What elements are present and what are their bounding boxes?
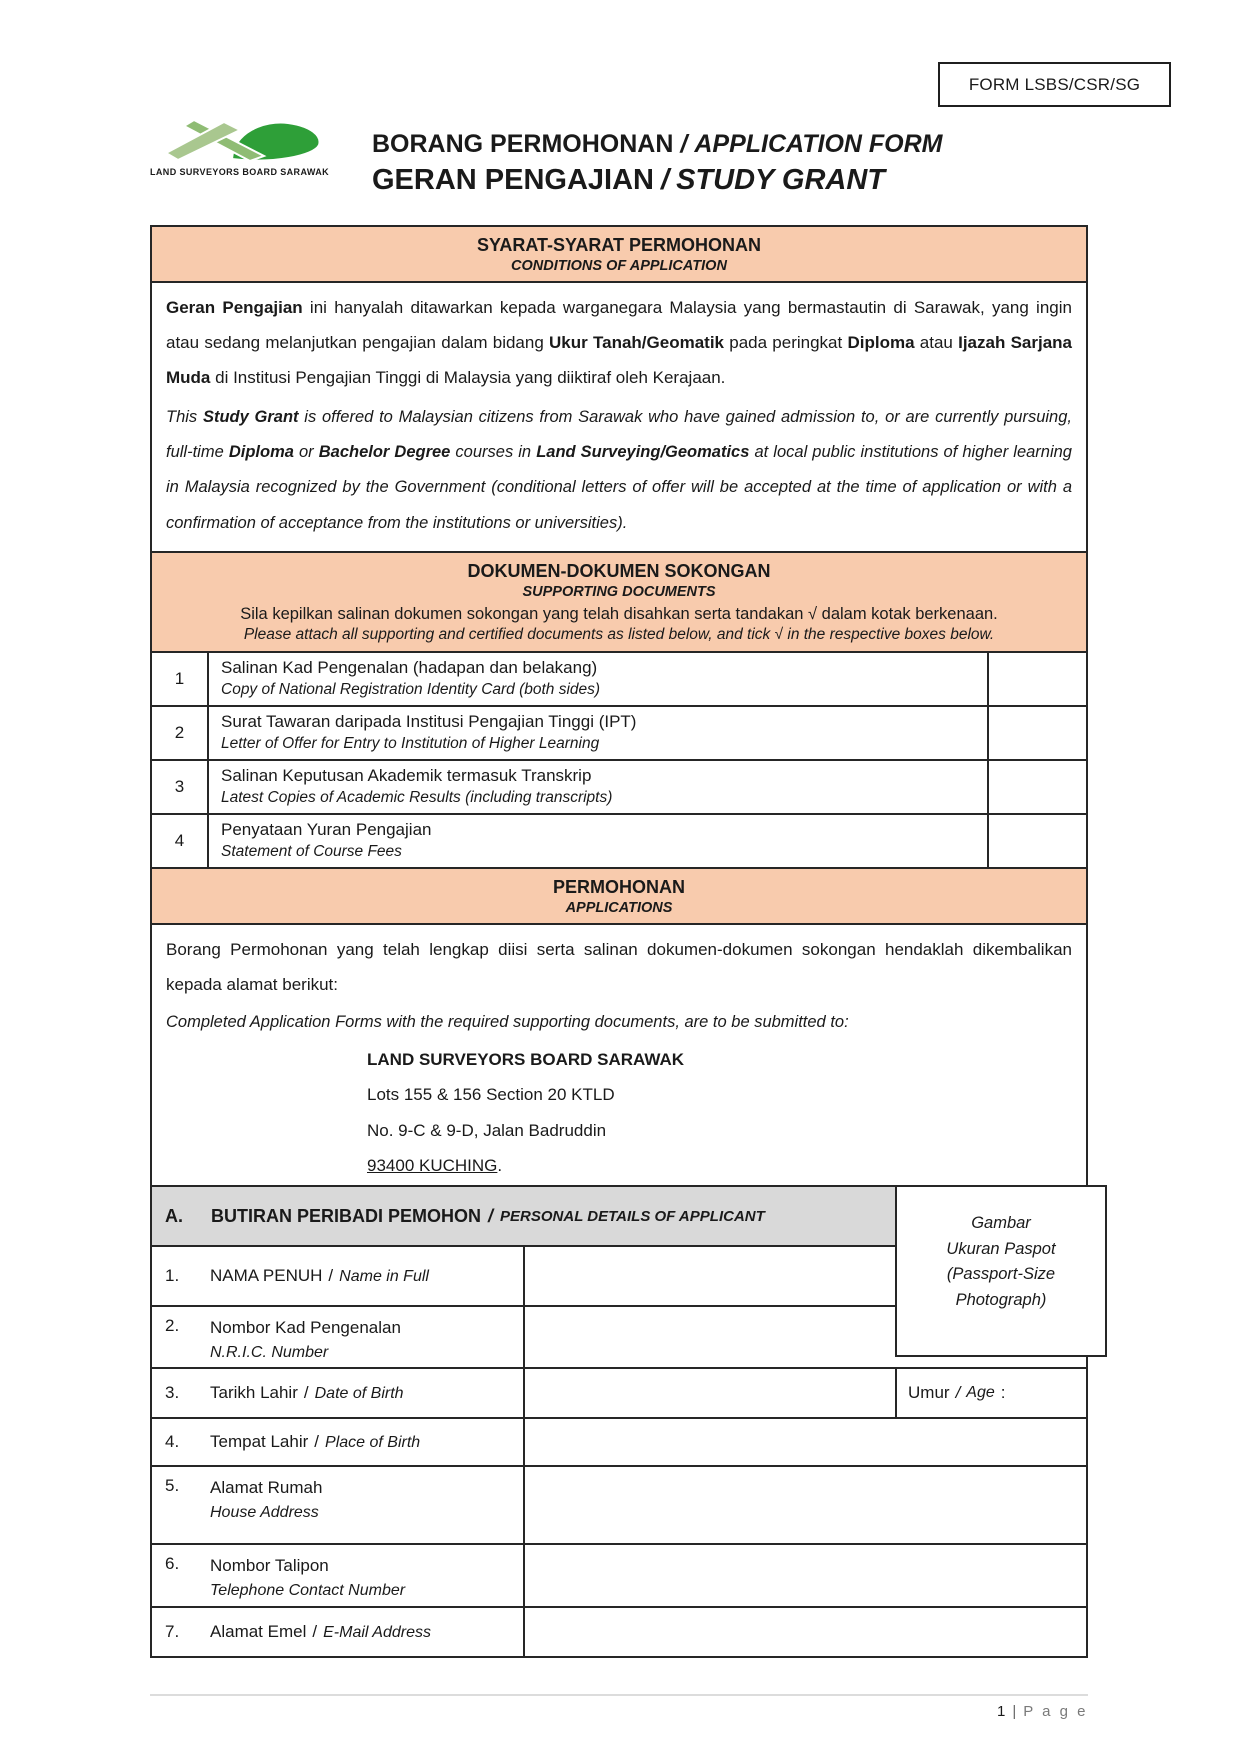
applications-paragraph-ms: Borang Permohonan yang telah lengkap diisi serta salinan dokumen-dokumen sokongan hendaklah dikembalikan kepada alamat berikut: [166,939,1072,994]
personal-details-table [150,1185,1088,1658]
footer-divider [150,1694,1088,1696]
field-row-date-of-birth [152,1369,1086,1419]
conditions-heading-ms: SYARAT-SYARAT PERMOHONAN [476,235,762,255]
field-row-place-of-birth [152,1419,1086,1467]
documents-heading-en: SUPPORTING DOCUMENTS [522,584,716,601]
field-label: 3. Tarikh Lahir / Date of Birth [152,1369,525,1417]
applications-heading-ms: PERMOHONAN [552,876,685,897]
page-number: 1 | P a g e [996,1703,1088,1720]
section-a-header: A. BUTIRAN PERIBADI PEMOHON / PERSONAL DETAILS OF APPLICANT [152,1187,1086,1247]
section-a-label: A. [165,1205,183,1226]
lsbs-logo-icon [164,118,334,164]
section-a-heading-en: PERSONAL DETAILS OF APPLICANT [500,1207,765,1225]
documents-note-ms: Sila kepilkan salinan dokumen sokongan yang telah disahkan serta tandakan √ dalam kotak berkenaan. [240,605,998,624]
tick-box-cell-2[interactable] [987,707,1086,759]
field-row-email [152,1608,1086,1656]
field-row-telephone [152,1545,1086,1608]
applications-heading-en: APPLICATIONS [565,899,673,916]
date-of-birth-input-cell[interactable] [525,1369,897,1417]
form-title [372,130,943,197]
tick-box-cell-4[interactable] [987,815,1086,867]
conditions-paragraph-en: This Study Grant is offered to Malaysian citizens from Sarawak who have gained admission to, or are currently pursuing, full-time Diploma or Bachelor Degree courses in Land Surveying/Geomatics at local public institutions of higher learning in Malaysia recognized by the Government (conditional letters of offer will be accepted at the time of application or with a confirmation of acceptance from the institutions or universities). [166,407,1072,532]
address-name: LAND SURVEYORS BOARD SARAWAK [367,1050,685,1069]
logo-caption: LAND SURVEYORS BOARD SARAWAK [150,167,330,177]
document-row-offer-letter [152,707,1086,761]
house-address-input-cell[interactable] [525,1467,1086,1543]
document-number: 1 [152,653,209,705]
tick-box-cell-1[interactable] [987,653,1086,705]
documents-section-header [152,553,1086,653]
document-row-course-fees [152,815,1086,869]
document-row-academic-results [152,761,1086,815]
form-title-line1: BORANG PERMOHONAN / APPLICATION FORM [372,130,943,158]
document-description: Salinan Keputusan Akademik termasuk Transkrip Latest Copies of Academic Results (including transcripts) [221,766,613,807]
document-description: Penyataan Yuran Pengajian Statement of Course Fees [221,819,432,860]
conditions-section-header [152,227,1086,283]
applications-section-header [152,869,1086,925]
form-code-box [938,62,1171,107]
form-code-text: FORM LSBS/CSR/SG [968,74,1141,94]
documents-note-en: Please attach all supporting and certified documents as listed below, and tick √ in the respective boxes below. [243,626,995,644]
conditions-documents-table [150,225,1088,1266]
conditions-paragraph-ms: Geran Pengajian ini hanyalah ditawarkan kepada warganegara Malaysia yang bermastautin di Sarawak, yang ingin atau sedang melanjutkan pengajian dalam bidang Ukur Tanah/Geomatik pada peringkat Diploma atau Ijazah Sarjana Muda di Institusi Pengajian Tinggi di Malaysia yang diiktiraf oleh Kerajaan. [166,298,1072,387]
field-row-house-address [152,1467,1086,1545]
address-line1: Lots 155 & 156 Section 20 KTLD [367,1085,615,1105]
document-number: 3 [152,761,209,813]
passport-photo-box: Gambar Ukuran Paspot (Passport-Size Photograph) [895,1185,1107,1357]
section-a-heading-ms: BUTIRAN PERIBADI PEMOHON [211,1205,482,1226]
email-input-cell[interactable] [525,1608,1086,1656]
documents-heading-ms: DOKUMEN-DOKUMEN SOKONGAN [467,561,771,582]
telephone-input-cell[interactable] [525,1545,1086,1606]
form-title-line2: GERAN PENGAJIAN / STUDY GRANT [372,164,885,196]
field-label: 7. Alamat Emel / E-Mail Address [152,1608,525,1656]
conditions-body [152,283,1086,553]
age-field[interactable]: Umur / Age : [908,1383,1006,1402]
place-of-birth-input-cell[interactable] [525,1419,1086,1465]
field-label: 1. NAMA PENUH / Name in Full [152,1247,525,1305]
field-label: 4. Tempat Lahir / Place of Birth [152,1419,525,1465]
field-label: 2. Nombor Kad Pengenalan N.R.I.C. Number [152,1307,525,1367]
address-line2: No. 9-C & 9-D, Jalan Badruddin [367,1120,607,1140]
tick-box-cell-3[interactable] [987,761,1086,813]
field-label: 6. Nombor Talipon Telephone Contact Number [152,1545,525,1606]
address-city: 93400 KUCHING. [367,1156,503,1176]
document-number: 4 [152,815,209,867]
field-label: 5. Alamat Rumah House Address [152,1467,525,1543]
lsbs-logo [150,118,350,177]
document-number: 2 [152,707,209,759]
applications-paragraph-en: Completed Application Forms with the required supporting documents, are to be submitted to: [166,1012,849,1031]
document-description: Surat Tawaran daripada Institusi Pengajian Tinggi (IPT) Letter of Offer for Entry to Institution of Higher Learning [221,712,637,753]
document-description: Salinan Kad Pengenalan (hadapan dan belakang) Copy of National Registration Identity Card (both sides) [221,658,601,699]
document-row-nric-copy [152,653,1086,707]
conditions-heading-en: CONDITIONS OF APPLICATION [511,258,727,274]
